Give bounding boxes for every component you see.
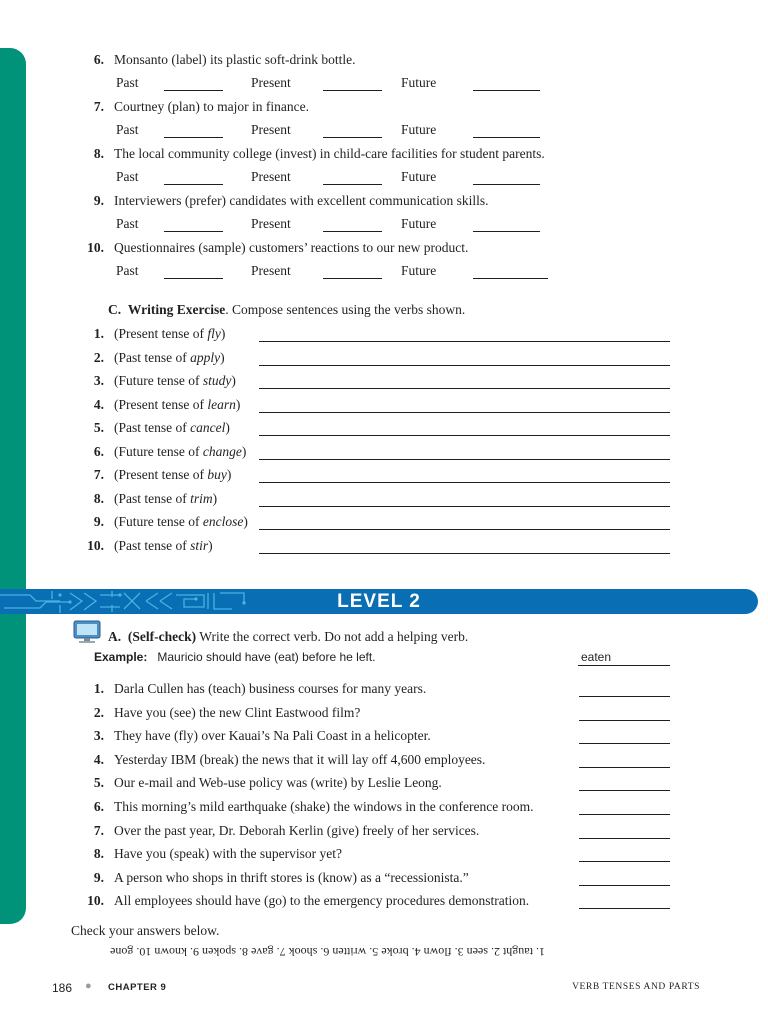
- past-label: Past: [116, 122, 139, 137]
- future-blank: [473, 90, 540, 91]
- exercise-instruction: Write the correct verb. Do not add a helping verb.: [196, 629, 469, 644]
- answer-blank: [579, 696, 670, 697]
- past-blank: [164, 137, 223, 138]
- upside-down-answer-key: 1. taught 2. seen 3. flown 4. broke 5. written 6. shook 7. gave 8. spoken 9. known 10. gone: [110, 945, 545, 959]
- prompt-verb: learn: [207, 396, 236, 412]
- item-number: 2.: [93, 349, 104, 365]
- sentence-writing-line: [259, 388, 670, 389]
- item-sentence: Yesterday IBM (break) the news that it will lay off 4,600 employees.: [114, 751, 486, 767]
- footer-section-title: VERB TENSES AND PARTS: [572, 982, 700, 992]
- item-number: 5.: [93, 420, 104, 435]
- verb-prompt: [114, 325, 225, 342]
- item-number: 7.: [93, 467, 104, 482]
- present-blank: [323, 231, 382, 232]
- answer-blank: [579, 814, 670, 815]
- example-line: [94, 649, 376, 666]
- past-label: Past: [116, 75, 139, 90]
- sentence-writing-line: [259, 553, 670, 554]
- item-number: 9.: [93, 193, 104, 208]
- answer-blank: [579, 790, 670, 791]
- future-blank: [473, 137, 540, 138]
- present-label: Present: [251, 169, 291, 184]
- verb-prompt: [114, 537, 213, 554]
- prompt-verb: study: [202, 373, 232, 388]
- footer-chapter: CHAPTER 9: [108, 982, 167, 993]
- page-number: 186: [52, 981, 73, 995]
- item-number: 4.: [93, 751, 104, 767]
- present-blank: [323, 137, 382, 138]
- prompt-suffix: ): [235, 396, 241, 412]
- past-blank: [164, 231, 223, 232]
- present-label: Present: [251, 216, 291, 231]
- prompt-verb: cancel: [190, 420, 226, 435]
- example-label: Example:: [94, 650, 148, 664]
- sentence-writing-line: [259, 482, 670, 483]
- present-label: Present: [251, 263, 291, 278]
- present-blank: [323, 90, 382, 91]
- item-sentence: Over the past year, Dr. Deborah Kerlin (give) freely of her services.: [114, 822, 480, 838]
- exercise-c-heading: [108, 301, 465, 318]
- prompt-suffix: ): [231, 373, 236, 388]
- check-answers-text: Check your answers below.: [71, 923, 220, 938]
- prompt-verb: enclose: [202, 514, 244, 529]
- exercise-letter: A.: [108, 629, 122, 644]
- sentence-writing-line: [259, 459, 670, 460]
- item-number: 6.: [93, 799, 104, 814]
- prompt-suffix: ): [220, 349, 225, 365]
- item-number: 1.: [93, 681, 104, 696]
- future-blank: [473, 184, 540, 185]
- item-sentence: Have you (see) the new Clint Eastwood film?: [114, 704, 361, 720]
- answer-blank: [579, 908, 670, 909]
- item-number: 7.: [93, 99, 104, 114]
- past-label: Past: [116, 263, 139, 278]
- prompt-verb: stir: [190, 537, 209, 553]
- sentence-writing-line: [259, 435, 670, 436]
- exercise-title: (Self-check): [127, 629, 197, 644]
- past-label: Past: [116, 216, 139, 231]
- past-label: Past: [116, 169, 139, 184]
- item-number: 3.: [93, 373, 104, 388]
- item-number: 8.: [93, 146, 104, 161]
- sentence-writing-line: [259, 529, 670, 530]
- verb-prompt: [114, 372, 236, 389]
- computer-icon: [73, 620, 101, 649]
- example-text: Mauricio should have (eat) before he left.: [157, 650, 376, 664]
- item-sentence: A person who shops in thrift stores is (know) as a “recessionista.”: [114, 869, 469, 885]
- item-number: 8.: [93, 490, 104, 506]
- prompt-verb: fly: [207, 326, 221, 341]
- prompt-verb: apply: [190, 349, 221, 365]
- item-number: 6.: [93, 52, 104, 67]
- sentence-writing-line: [259, 365, 670, 366]
- exercise-letter: C.: [108, 302, 122, 317]
- verb-prompt: [114, 349, 225, 366]
- future-label: Future: [401, 75, 437, 90]
- sentence-writing-line: [259, 412, 670, 413]
- present-label: Present: [251, 75, 291, 90]
- future-blank: [473, 278, 548, 279]
- past-blank: [164, 184, 223, 185]
- item-sentence: Darla Cullen has (teach) business courses for many years.: [114, 681, 427, 696]
- prompt-prefix: (Present tense of: [114, 326, 208, 341]
- future-label: Future: [401, 169, 437, 184]
- item-number: 9.: [93, 514, 104, 529]
- verb-prompt: [114, 490, 217, 507]
- answer-blank: [579, 743, 670, 744]
- item-number: 1.: [93, 326, 104, 341]
- item-number: 3.: [93, 728, 104, 744]
- item-number: 10.: [87, 893, 104, 909]
- answer-blank: [579, 767, 670, 768]
- verb-prompt: [114, 513, 248, 530]
- prompt-prefix: (Past tense of: [114, 349, 191, 365]
- prompt-suffix: ): [241, 443, 247, 459]
- item-sentence: All employees should have (go) to the emergency procedures demonstration.: [114, 893, 530, 909]
- level-title: LEVEL 2: [337, 591, 421, 612]
- answer-blank: [579, 838, 670, 839]
- chapter-side-tab: [0, 48, 26, 924]
- prompt-prefix: (Future tense of: [114, 514, 203, 529]
- prompt-prefix: (Past tense of: [114, 490, 191, 506]
- sentence-writing-line: [259, 506, 670, 507]
- future-label: Future: [401, 122, 437, 137]
- verb-prompt: [114, 396, 240, 413]
- prompt-suffix: ): [225, 420, 230, 435]
- prompt-suffix: ): [220, 326, 226, 341]
- level-banner: [0, 589, 758, 614]
- footer-separator: ●: [85, 980, 92, 992]
- example-answer: eaten: [581, 650, 612, 664]
- item-number: 7.: [93, 822, 104, 838]
- item-sentence: Courtney (plan) to major in finance.: [114, 99, 309, 114]
- future-blank: [473, 231, 540, 232]
- prompt-suffix: ): [243, 514, 248, 529]
- item-number: 6.: [93, 443, 104, 459]
- item-number: 9.: [93, 869, 104, 885]
- present-blank: [323, 184, 382, 185]
- verb-prompt: [114, 419, 230, 436]
- past-blank: [164, 90, 223, 91]
- item-sentence: The local community college (invest) in child-care facilities for student parents.: [114, 146, 545, 161]
- prompt-suffix: ): [226, 467, 232, 482]
- item-number: 10.: [87, 537, 104, 553]
- verb-prompt: [114, 466, 231, 483]
- prompt-suffix: ): [208, 537, 213, 553]
- item-sentence: Questionnaires (sample) customers’ reactions to our new product.: [114, 240, 469, 255]
- prompt-suffix: ): [212, 490, 218, 506]
- prompt-prefix: (Present tense of: [114, 396, 208, 412]
- present-label: Present: [251, 122, 291, 137]
- item-sentence: Our e-mail and Web-use policy was (write) by Leslie Leong.: [114, 775, 442, 791]
- item-number: 2.: [93, 704, 104, 720]
- exercise-title: Writing Exercise: [127, 302, 226, 317]
- prompt-verb: trim: [190, 490, 213, 506]
- verb-prompt: [114, 443, 246, 460]
- past-blank: [164, 278, 223, 279]
- future-label: Future: [401, 216, 437, 231]
- answer-blank: [579, 861, 670, 862]
- future-label: Future: [401, 263, 437, 278]
- prompt-verb: change: [202, 443, 242, 459]
- item-sentence: They have (fly) over Kauai’s Na Pali Coast in a helicopter.: [114, 728, 431, 744]
- present-blank: [323, 278, 382, 279]
- example-answer-underline: [578, 665, 670, 666]
- prompt-prefix: (Past tense of: [114, 537, 191, 553]
- answer-blank: [579, 720, 670, 721]
- item-sentence: Interviewers (prefer) candidates with excellent communication skills.: [114, 193, 489, 208]
- prompt-prefix: (Present tense of: [114, 467, 208, 482]
- item-sentence: Monsanto (label) its plastic soft-drink bottle.: [114, 52, 356, 67]
- item-number: 8.: [93, 846, 104, 862]
- answer-blank: [579, 885, 670, 886]
- prompt-verb: buy: [207, 467, 227, 482]
- prompt-prefix: (Past tense of: [114, 420, 191, 435]
- item-sentence: Have you (speak) with the supervisor yet?: [114, 846, 342, 862]
- exercise-instruction: . Compose sentences using the verbs shown.: [225, 302, 466, 317]
- prompt-prefix: (Future tense of: [114, 443, 203, 459]
- item-number: 10.: [87, 240, 104, 255]
- prompt-prefix: (Future tense of: [114, 373, 203, 388]
- item-number: 4.: [93, 396, 104, 412]
- item-number: 5.: [93, 775, 104, 791]
- item-sentence: This morning’s mild earthquake (shake) the windows in the conference room.: [114, 799, 534, 814]
- sentence-writing-line: [259, 341, 670, 342]
- exercise-a-heading: [108, 628, 468, 645]
